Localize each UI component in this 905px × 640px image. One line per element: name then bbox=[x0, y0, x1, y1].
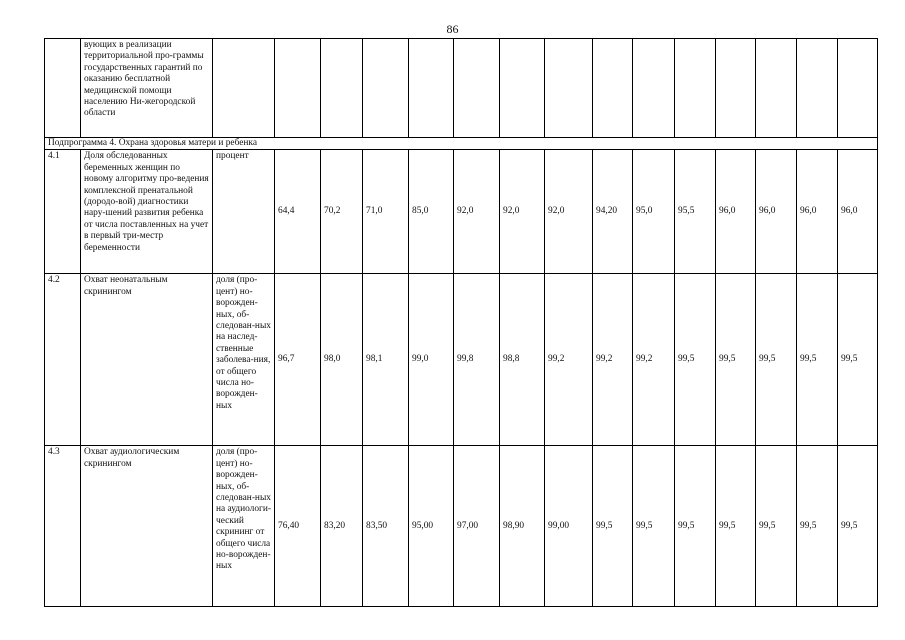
value-cell: 71,0 bbox=[363, 150, 409, 274]
value-cell: 95,5 bbox=[675, 150, 716, 274]
value-cell: 99,5 bbox=[797, 274, 838, 446]
value-cell: 99,00 bbox=[545, 446, 593, 607]
value-cell: 92,0 bbox=[545, 150, 593, 274]
table-row bbox=[45, 274, 878, 446]
row-number: 4.3 bbox=[45, 446, 81, 607]
value-cell: 97,00 bbox=[454, 446, 500, 607]
unit: доля (про-цент) но-ворожден-ных, об-следован-ных на наслед-ственные заболева-ния, от общего числа но-ворожден-ных bbox=[213, 274, 275, 446]
page-number: 86 bbox=[446, 22, 459, 36]
value-cell: 96,0 bbox=[716, 150, 756, 274]
value-cell: 99,5 bbox=[633, 446, 675, 607]
cell-unit bbox=[213, 39, 275, 138]
value-cell: 99,5 bbox=[716, 446, 756, 607]
cell-num bbox=[45, 39, 81, 138]
value-cell: 70,2 bbox=[321, 150, 363, 274]
subprogram-title: Подпрограмма 4. Охрана здоровья матери и ребенка bbox=[45, 138, 878, 150]
value-cell: 99,5 bbox=[838, 446, 878, 607]
indicator-name: Охват неонатальным скринингом bbox=[81, 274, 213, 446]
value-cell: 99,2 bbox=[633, 274, 675, 446]
value-cell: 96,7 bbox=[275, 274, 321, 446]
row-number: 4.2 bbox=[45, 274, 81, 446]
continued-text: вующих в реализации территориальной про-граммы государственных гарантий по оказанию бесплатной медицинской помощи населению Ни-жегородской области bbox=[81, 39, 213, 138]
value-cell: 94,20 bbox=[593, 150, 633, 274]
value-cell: 85,0 bbox=[409, 150, 454, 274]
subprogram-row bbox=[45, 138, 878, 150]
value-cell: 99,8 bbox=[454, 274, 500, 446]
value-cell: 98,90 bbox=[500, 446, 545, 607]
value-cell: 95,00 bbox=[409, 446, 454, 607]
unit: доля (про-цент) но-ворожден-ных, об-следован-ных на аудиологи-ческий скрининг от общего числа но-ворожден-ных bbox=[213, 446, 275, 607]
value-cell: 99,5 bbox=[675, 446, 716, 607]
value-cell: 99,5 bbox=[593, 446, 633, 607]
value-cell: 96,0 bbox=[797, 150, 838, 274]
value-cell: 98,0 bbox=[321, 274, 363, 446]
value-cell: 92,0 bbox=[454, 150, 500, 274]
table-row bbox=[45, 446, 878, 607]
value-cell: 99,2 bbox=[545, 274, 593, 446]
value-cell: 99,5 bbox=[797, 446, 838, 607]
value-cell: 98,1 bbox=[363, 274, 409, 446]
value-cell: 99,5 bbox=[756, 446, 797, 607]
row-number: 4.1 bbox=[45, 150, 81, 274]
table-row bbox=[45, 150, 878, 274]
continued-row bbox=[45, 39, 878, 138]
value-cell: 96,0 bbox=[838, 150, 878, 274]
value-cell: 95,0 bbox=[633, 150, 675, 274]
value-cell: 98,8 bbox=[500, 274, 545, 446]
value-cell: 83,20 bbox=[321, 446, 363, 607]
indicator-name: Охват аудиологическим скринингом bbox=[81, 446, 213, 607]
value-cell: 96,0 bbox=[756, 150, 797, 274]
value-cell: 99,5 bbox=[756, 274, 797, 446]
unit: процент bbox=[213, 150, 275, 274]
value-cell: 76,40 bbox=[275, 446, 321, 607]
value-cell: 83,50 bbox=[363, 446, 409, 607]
indicator-name: Доля обследованных беременных женщин по новому алгоритму про-ведения комплексной пренатальной (дородо-вой) диагностики нару-шений развития ребенка от числа поставленных на учет в первый три-местр беременности bbox=[81, 150, 213, 274]
value-cell: 64,4 bbox=[275, 150, 321, 274]
value-cell: 99,2 bbox=[593, 274, 633, 446]
indicators-table bbox=[44, 38, 878, 607]
value-cell: 92,0 bbox=[500, 150, 545, 274]
value-cell: 99,5 bbox=[716, 274, 756, 446]
value-cell: 99,5 bbox=[675, 274, 716, 446]
value-cell: 99,0 bbox=[409, 274, 454, 446]
value-cell: 99,5 bbox=[838, 274, 878, 446]
